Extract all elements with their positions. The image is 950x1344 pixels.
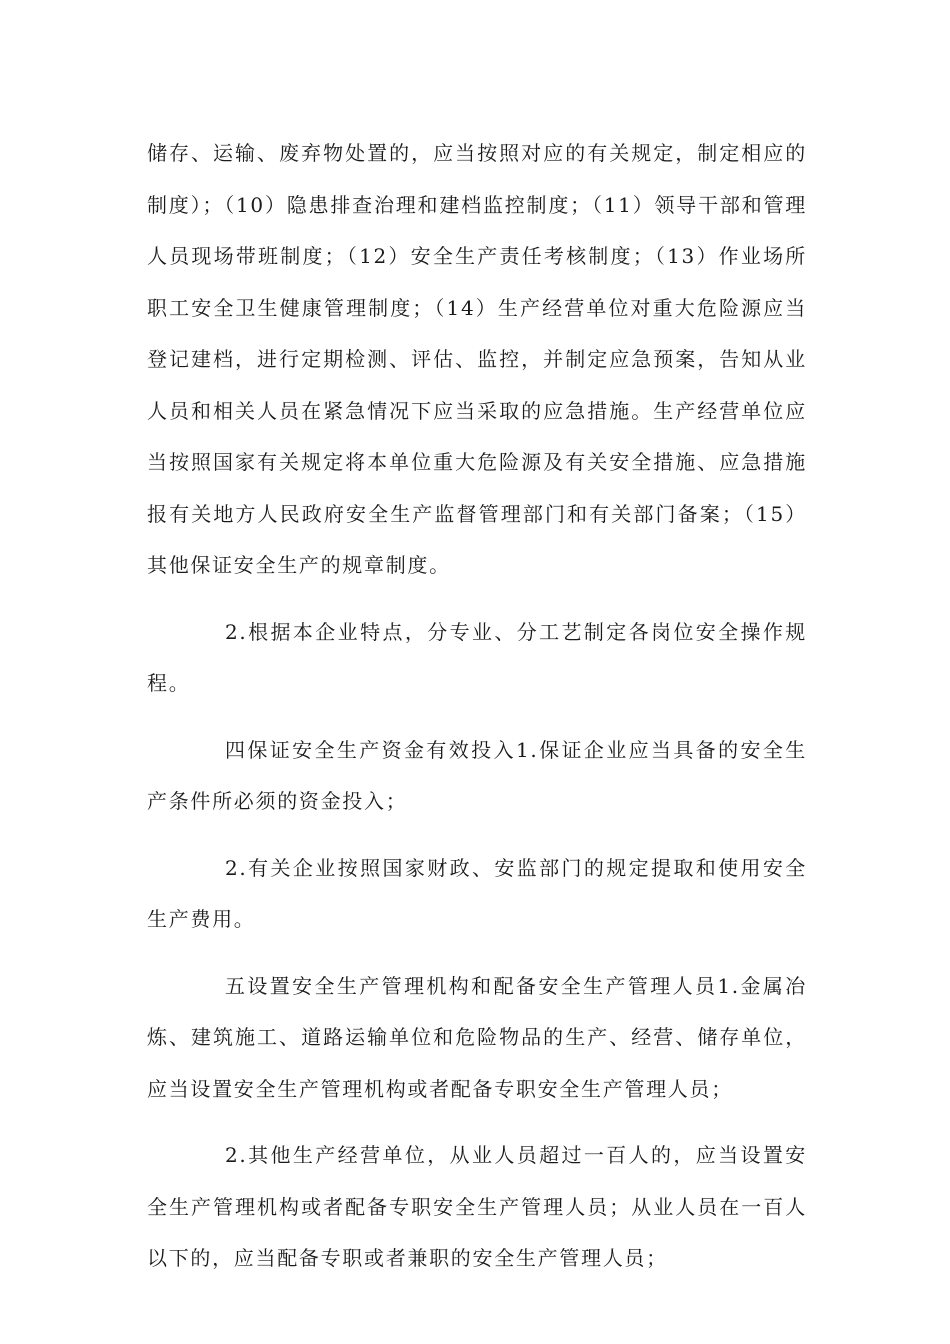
paragraph-other-units-staffing: 2.其他生产经营单位，从业人员超过一百人的，应当设置安全生产管理机构或者配备专职安全生产管理人员；从业人员在一百人以下的，应当配备专职或者兼职的安全生产管理人员；	[147, 1143, 807, 1270]
paragraph-section-five-management: 五设置安全生产管理机构和配备安全生产管理人员1.金属冶炼、建筑施工、道路运输单位和危险物品的生产、经营、储存单位，应当设置安全生产管理机构或者配备专职安全生产管理人员；	[147, 973, 807, 1101]
document-body	[147, 128, 807, 1285]
paragraph-safety-rules-list: 储存、运输、废弃物处置的，应当按照对应的有关规定，制定相应的制度）；（10）隐患排查治理和建档监控制度；（11）领导干部和管理人员现场带班制度；（12）安全生产责任考核制度；（13）作业场所职工安全卫生健康管理制度；（14）生产经营单位对重大危险源应当登记建档，进行定期检测、评估、监控，并制定应急预案，告知从业人员和相关人员在紧急情况下应当采取的应急措施。生产经营单位应当按照国家有关规定将本单位重大危险源及有关安全措施、应急措施报有关地方人民政府安全生产监督管理部门和有关部门备案；（15）其他保证安全生产的规章制度。	[147, 141, 807, 577]
paragraph-section-four-funding: 四保证安全生产资金有效投入1.保证企业应当具备的安全生产条件所必须的资金投入；	[147, 737, 807, 813]
paragraph-safety-fees: 2.有关企业按照国家财政、安监部门的规定提取和使用安全生产费用。	[147, 855, 807, 931]
paragraph-operating-procedures: 2.根据本企业特点，分专业、分工艺制定各岗位安全操作规程。	[147, 619, 807, 695]
